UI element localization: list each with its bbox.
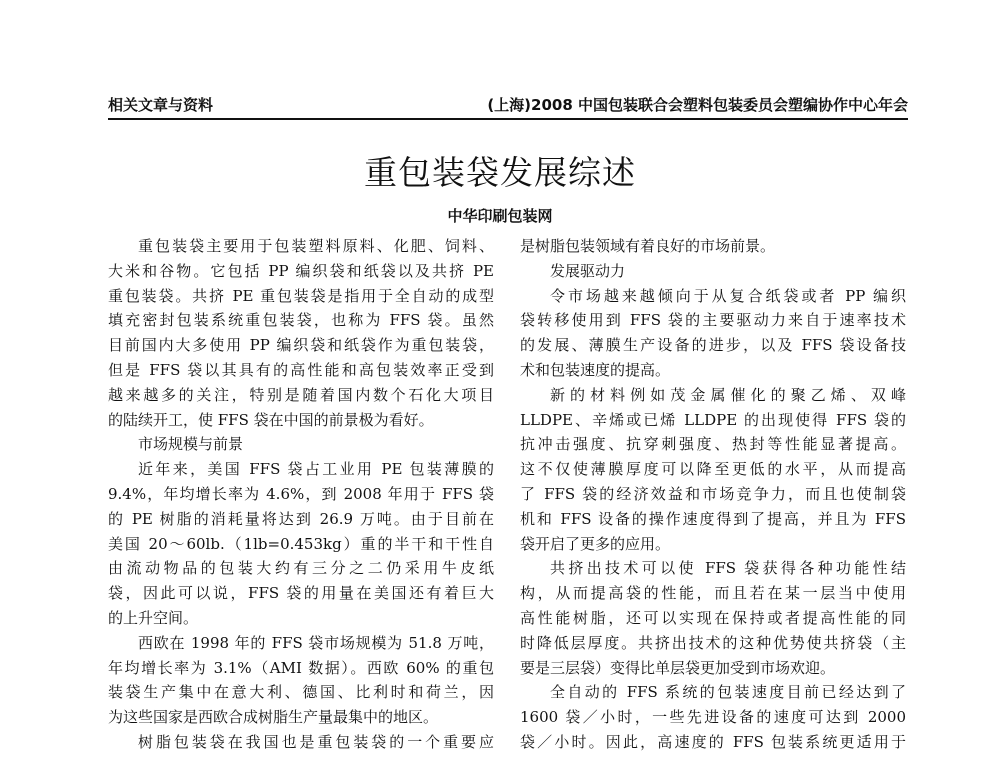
paragraph-line: 近年来，美国 FFS 袋占工业用 PE 包装薄膜的: [138, 460, 494, 479]
paragraph-line: 年均增长率为 3.1%（AMI 数据）。西欧 60% 的重包: [108, 658, 494, 677]
paragraph-line: 袋开启了更多的应用。: [520, 534, 671, 553]
paragraph-line: 是树脂包装领域有着良好的市场前景。: [520, 237, 776, 255]
paragraph-line: 高性能树脂，还可以实现在保持或者提高性能的同: [520, 608, 906, 627]
running-header: [108, 92, 908, 120]
paragraph-line: 全自动的 FFS 系统的包装速度目前已经达到了: [550, 683, 906, 702]
paragraph-line: 时降低层厚度。共挤出技术的这种优势使共挤袋（主: [520, 633, 906, 652]
paragraph-line: 9.4%，年均增长率为 4.6%，到 2008 年用于 FFS 袋: [108, 484, 494, 503]
paragraph-line: 目前国内大多使用 PP 编织袋和纸袋作为重包装袋，: [108, 336, 494, 355]
paragraph-line: 填充密封包装系统重包装袋，也称为 FFS 袋。虽然: [108, 311, 494, 330]
paragraph-line: 树脂包装袋在我国也是重包装袋的一个重要应: [138, 732, 494, 751]
article-author: 中华印刷包装网: [447, 207, 553, 225]
paragraph-line: 的发展、薄膜生产设备的进步，以及 FFS 袋设备技: [520, 336, 906, 355]
paragraph-line: 越来越多的关注，特别是随着国内数个石化大项目: [108, 385, 494, 404]
paragraph-line: 袋／小时。因此，高速度的 FFS 包装系统更适用于: [520, 732, 906, 751]
paragraph-line: 袋转移使用到 FFS 袋的主要驱动力来自于速率技术: [520, 311, 906, 330]
conference-label: (上海)2008 中国包装联合会塑料包装委员会塑编协作中心年会: [487, 96, 908, 114]
paragraph-line: 令市场越来越倾向于从复合纸袋或者 PP 编织: [550, 286, 906, 305]
section-heading: 市场规模与前景: [138, 435, 244, 454]
paragraph-line: 重包装袋。共挤 PE 重包装袋是指用于全自动的成型: [108, 286, 494, 305]
paragraph-line: 为这些国家是西欧合成树脂生产量最集中的地区。: [108, 708, 439, 727]
paragraph-line: 重包装袋主要用于包装塑料原料、化肥、饲料、: [138, 237, 494, 255]
paragraph-line: 装袋生产集中在意大利、德国、比利时和荷兰，因: [108, 683, 494, 702]
section-heading: 发展驱动力: [550, 261, 626, 280]
paragraph-line: 的上升空间。: [108, 608, 199, 627]
paragraph-line: 新的材料例如茂金属催化的聚乙烯、双峰: [550, 385, 906, 404]
paragraph-line: 由流动物品的包装大约有三分之二仍采用牛皮纸: [108, 559, 494, 578]
left-column: [108, 234, 494, 755]
paragraph-line: 构，从而提高袋的性能，而且若在某一层当中使用: [520, 584, 906, 603]
paragraph-line: LLDPE、辛烯或已烯 LLDPE 的出现使得 FFS 袋的: [520, 410, 906, 429]
paragraph-line: 的 PE 树脂的消耗量将达到 26.9 万吨。由于目前在: [108, 509, 494, 528]
right-column: [520, 234, 906, 755]
paragraph-line: 了 FFS 袋的经济效益和市场竞争力，而且也使制袋: [520, 484, 906, 503]
paragraph-line: 大米和谷物。它包括 PP 编织袋和纸袋以及共挤 PE: [108, 261, 494, 280]
paragraph-line: 西欧在 1998 年的 FFS 袋市场规模为 51.8 万吨，: [138, 633, 494, 652]
paragraph-line: 术和包装速度的提高。: [520, 360, 671, 379]
section-label: 相关文章与资料: [108, 96, 214, 114]
paragraph-line: 抗冲击强度、抗穿刺强度、热封等性能显著提高。: [520, 435, 906, 454]
paragraph-line: 但是 FFS 袋以其具有的高性能和高包装效率正受到: [108, 360, 494, 379]
paragraph-line: 美国 20～60lb.（1lb=0.453kg）重的半干和干性自: [108, 534, 494, 553]
paragraph-line: 要是三层袋）变得比单层袋更加受到市场欢迎。: [520, 658, 836, 677]
paragraph-line: 1600 袋／小时，一些先进设备的速度可达到 2000: [520, 708, 906, 727]
paragraph-line: 机和 FFS 设备的操作速度得到了提高，并且为 FFS: [520, 509, 906, 528]
paragraph-line: 这不仅使薄膜厚度可以降至更低的水平，从而提高: [520, 460, 906, 479]
paragraph-line: 的陆续开工，使 FFS 袋在中国的前景极为看好。: [108, 410, 434, 429]
article-title: 重包装袋发展综述: [364, 153, 636, 192]
paragraph-line: 袋，因此可以说，FFS 袋的用量在美国还有着巨大: [108, 584, 494, 603]
paragraph-line: 共挤出技术可以使 FFS 袋获得各种功能性结: [550, 559, 906, 578]
